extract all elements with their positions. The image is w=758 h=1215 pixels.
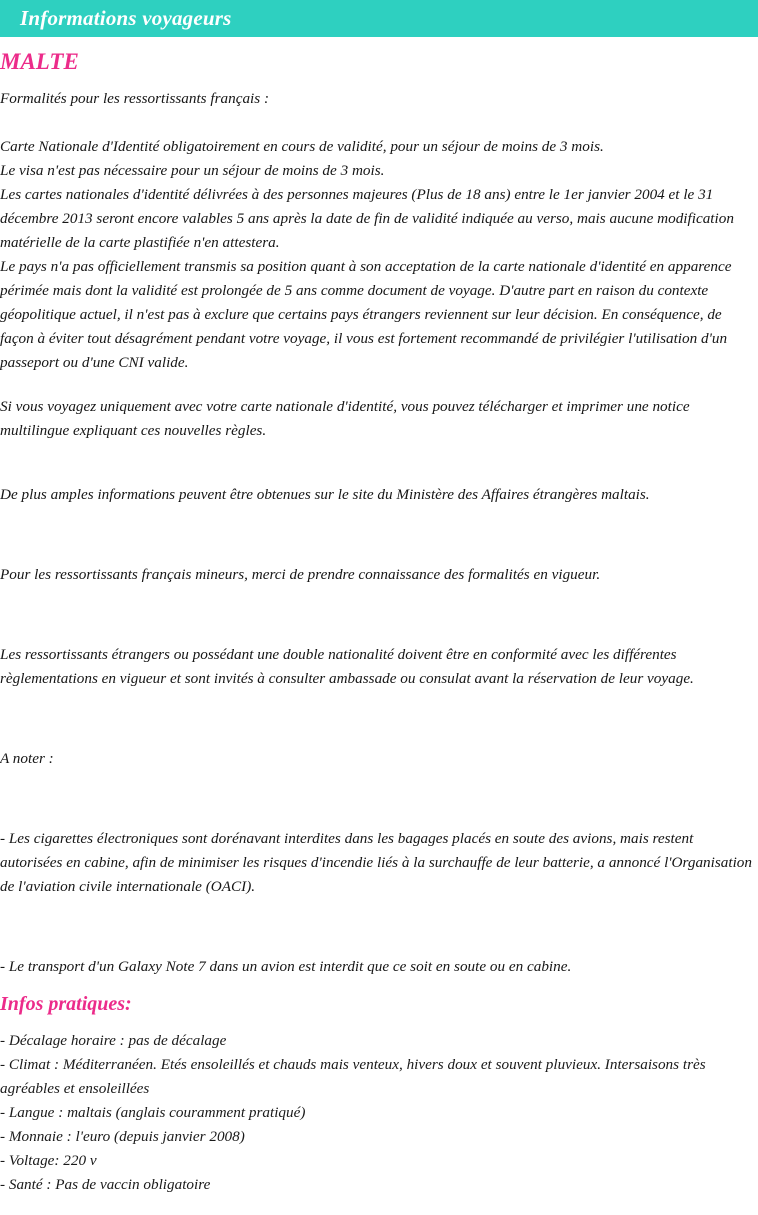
infos-pratiques-item: - Décalage horaire : pas de décalage xyxy=(0,1032,227,1050)
formalities-item: Le pays n'a pas officiellement transmis sa position quant à son acceptation de la carte nationale d'identité en apparence périmée mais dont la validité est prolongée de 5 ans comme document de voyage. D'autre part en raison du contexte géopolitique actuel, il n'est pas à exclure que certains pays étrangers reviennent sur leur décision. En conséquence, de façon à éviter tout désagrément pendant votre voyage, il vous est fortement recommandé de privilégier l'utilisation d'un passeport ou d'une CNI valide. xyxy=(0,258,732,372)
note-item: - Les cigarettes électroniques sont dorénavant interdites dans les bagages placés en soute des avions, mais restent autorisées en cabine, afin de minimiser les risques d'incendie liés à la surchauffe de leur batterie, a annoncé l'Organisation de l'aviation civile internationale (OACI). xyxy=(0,830,752,896)
infos-pratiques-title: Infos pratiques: xyxy=(0,993,132,1016)
infos-pratiques-item: - Langue : maltais (anglais couramment pratiqué) xyxy=(0,1104,306,1122)
spacer xyxy=(0,771,756,827)
formalities-item: Le visa n'est pas nécessaire pour un séjour de moins de 3 mois. xyxy=(0,162,385,180)
spacer xyxy=(0,979,756,992)
country-title: MALTE xyxy=(0,49,79,74)
spacer xyxy=(0,74,756,87)
note-item: - Le transport d'un Galaxy Note 7 dans un avion est interdit que ce soit en soute ou en cabine. xyxy=(0,958,572,976)
mineurs-info: Pour les ressortissants français mineurs, merci de prendre connaissance des formalités en vigueur. xyxy=(0,566,601,584)
spacer xyxy=(0,691,756,747)
spacer xyxy=(0,111,756,135)
page-content xyxy=(0,49,758,1197)
infos-pratiques-item: - Monnaie : l'euro (depuis janvier 2008) xyxy=(0,1128,245,1146)
etrangers-info: Les ressortissants étrangers ou possédant une double nationalité doivent être en conformité avec les différentes règlementations en vigueur et sont invités à consulter ambassade ou consulat avant la réservation de leur voyage. xyxy=(0,646,694,688)
formalities-intro: Formalités pour les ressortissants français : xyxy=(0,90,270,108)
spacer xyxy=(0,1016,756,1029)
infos-pratiques-item: - Santé : Pas de vaccin obligatoire xyxy=(0,1176,211,1194)
ministere-info: De plus amples informations peuvent être obtenues sur le site du Ministère des Affaires étrangères maltais. xyxy=(0,486,650,504)
infos-pratiques-item: - Climat : Méditerranéen. Etés ensoleillés et chauds mais venteux, hivers doux et souvent pluvieux. Intersaisons très agréables et ensoleillées xyxy=(0,1056,706,1098)
spacer xyxy=(0,443,756,483)
notice-multilingue: Si vous voyagez uniquement avec votre carte nationale d'identité, vous pouvez télécharger et imprimer une notice multilingue expliquant ces nouvelles règles. xyxy=(0,398,690,440)
infos-pratiques-item: - Voltage: 220 v xyxy=(0,1152,97,1170)
formalities-item: Carte Nationale d'Identité obligatoirement en cours de validité, pour un séjour de moins de 3 mois. xyxy=(0,138,604,156)
spacer xyxy=(0,375,756,395)
spacer xyxy=(0,899,756,955)
spacer xyxy=(0,507,756,563)
page-title: Informations voyageurs xyxy=(20,6,232,30)
a-noter-label: A noter : xyxy=(0,750,54,768)
formalities-item: Les cartes nationales d'identité délivrées à des personnes majeures (Plus de 18 ans) entre le 1er janvier 2004 et le 31 décembre 2013 seront encore valables 5 ans après la date de fin de validité indiquée au verso, mais aucune modification matérielle de la carte plastifiée n'en attestera. xyxy=(0,186,734,252)
page-header xyxy=(0,0,758,37)
spacer xyxy=(0,587,756,643)
